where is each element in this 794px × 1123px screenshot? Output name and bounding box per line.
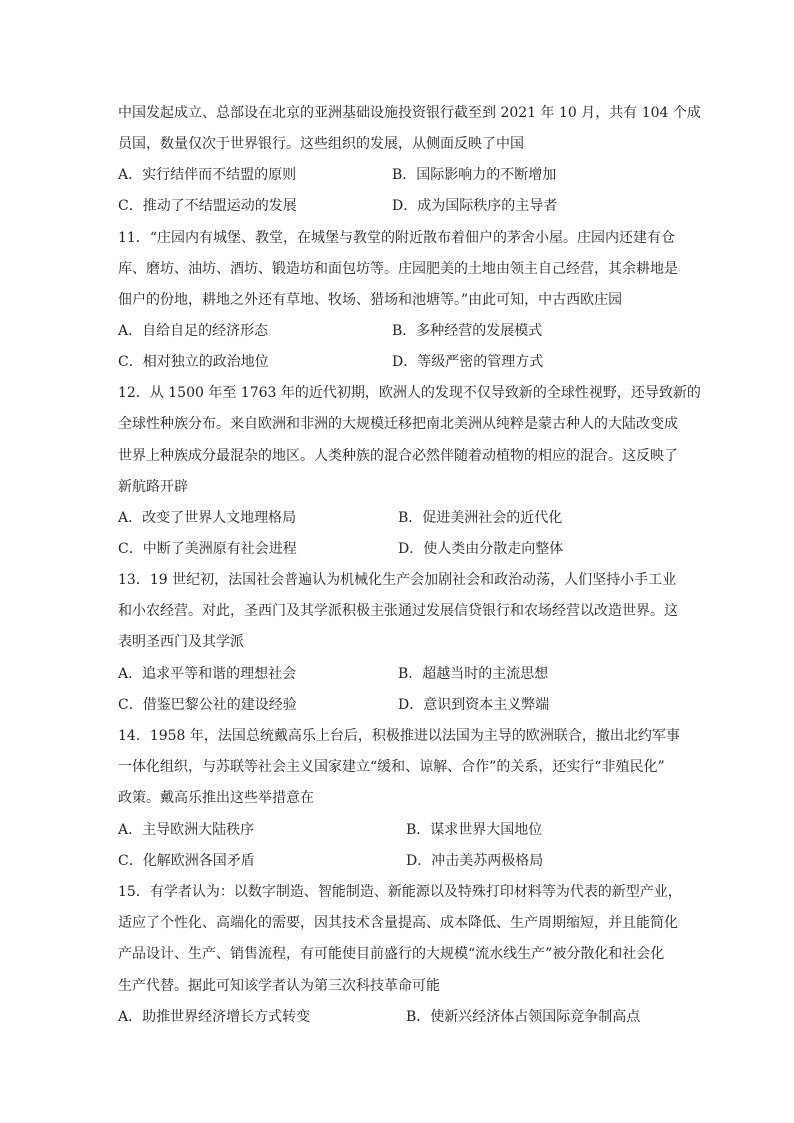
question-14-option-a: A．主导欧洲大陆秩序	[118, 822, 255, 838]
question-12-text-line-4: 新航路开辟	[118, 479, 188, 495]
question-11-text-line-2: 库、磨坊、油坊、酒坊、锻造坊和面包坊等。庄园肥美的土地由领主自己经营，其余耕地是	[118, 261, 678, 277]
question-12-option-d: D．使人类由分散走向整体	[398, 541, 564, 557]
question-10-option-d: D．成为国际秩序的主导者	[392, 198, 558, 214]
question-14-text-line-2: 一体化组织，与苏联等社会主义国家建立“缓和、谅解、合作”的关系，还实行“非殖民化”	[118, 759, 665, 775]
question-13-option-d: D．意识到资本主义弊端	[398, 697, 550, 713]
question-15-text-line-4: 生产代替。据此可知该学者认为第三次科技革命可能	[118, 978, 440, 994]
question-14-text-line-1: 14．1958 年，法国总统戴高乐上台后，积极推进以法国为主导的欧洲联合，撤出北约军事	[118, 728, 680, 744]
question-14-option-b: B．谋求世界大国地位	[406, 822, 543, 838]
question-10-option-a: A．实行结伴而不结盟的原则	[118, 167, 297, 183]
question-14-option-c: C．化解欧洲各国矛盾	[118, 853, 255, 869]
question-15-text-line-2: 适应了个性化、高端化的需要，因其技术含量提高、成本降低、生产周期缩短，并且能简化	[118, 915, 678, 931]
question-13-option-b: B．超越当时的主流思想	[398, 666, 549, 682]
question-11-text-line-1: 11．“庄园内有城堡、教堂，在城堡与教堂的附近散布着佃户的茅舍小屋。庄园内还建有仓	[118, 230, 675, 246]
question-15-option-a: A．助推世界经济增长方式转变	[118, 1009, 311, 1025]
question-11-option-a: A．自给自足的经济形态	[118, 323, 269, 339]
question-13-text-line-1: 13．19 世纪初，法国社会普遍认为机械化生产会加剧社会和政治动荡，人们坚持小手工业	[118, 572, 677, 588]
question-13-option-c: C．借鉴巴黎公社的建设经验	[118, 697, 297, 713]
question-15-text-line-3: 产品设计、生产、销售流程，有可能使目前盛行的大规模“流水线生产”被分散化和社会化	[118, 946, 665, 962]
question-11-option-c: C．相对独立的政治地位	[118, 354, 269, 370]
question-15-text-line-1: 15．有学者认为：以数字制造、智能制造、新能源以及特殊打印材料等为代表的新型产业，	[118, 884, 682, 900]
question-10-option-c: C．推动了不结盟运动的发展	[118, 198, 297, 214]
question-12-option-b: B．促进美洲社会的近代化	[398, 510, 563, 526]
question-13-option-a: A．追求平等和谐的理想社会	[118, 666, 297, 682]
question-12-text-line-2: 全球性种族分布。来自欧洲和非洲的大规模迁移把南北美洲从纯粹是蒙古种人的大陆改变成	[118, 416, 678, 432]
question-10-text-line-1: 中国发起成立、总部设在北京的亚洲基础设施投资银行截至到 2021 年 10 月，共有 104 个成	[118, 105, 701, 121]
question-14-option-d: D．冲击美苏两极格局	[406, 853, 544, 869]
question-11-option-d: D．等级严密的管理方式	[392, 354, 544, 370]
question-10-text-line-2: 员国，数量仅次于世界银行。这些组织的发展，从侧面反映了中国	[118, 136, 524, 152]
question-10-option-b: B．国际影响力的不断增加	[392, 167, 557, 183]
question-11-option-b: B．多种经营的发展模式	[392, 323, 543, 339]
question-11-text-line-3: 佃户的份地，耕地之外还有草地、牧场、猎场和池塘等。”由此可知，中古西欧庄园	[118, 292, 623, 308]
question-12-text-line-1: 12．从 1500 年至 1763 年的近代初期，欧洲人的发现不仅导致新的全球性视野，还导致新的	[118, 385, 701, 401]
question-12-option-a: A．改变了世界人文地理格局	[118, 510, 297, 526]
question-12-option-c: C．中断了美洲原有社会进程	[118, 541, 297, 557]
question-13-text-line-2: 和小农经营。对此，圣西门及其学派积极主张通过发展信贷银行和农场经营以改造世界。这	[118, 603, 678, 619]
question-12-text-line-3: 世界上种族成分最混杂的地区。人类种族的混合必然伴随着动植物的相应的混合。这反映了	[118, 448, 678, 464]
question-13-text-line-3: 表明圣西门及其学派	[118, 634, 244, 650]
question-15-option-b: B．使新兴经济体占领国际竞争制高点	[406, 1009, 641, 1025]
question-14-text-line-3: 政策。戴高乐推出这些举措意在	[118, 790, 314, 806]
